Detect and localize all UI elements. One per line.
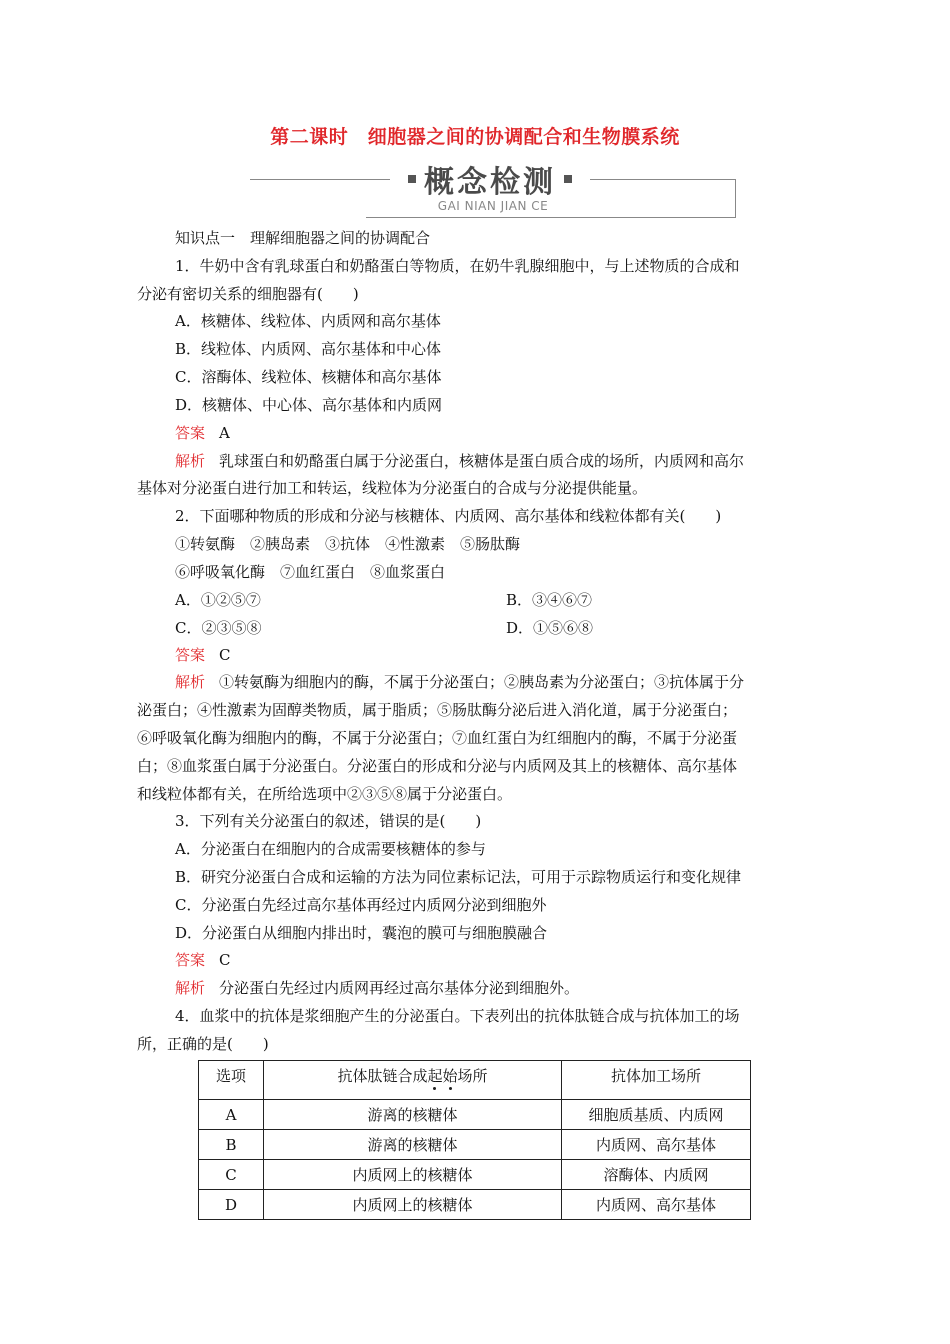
analysis-text: 乳球蛋白和奶酪蛋白属于分泌蛋白，核糖体是蛋白质合成的场所，内质网和高尔 (219, 452, 745, 470)
q4-table (198, 1060, 751, 1220)
table-cell: 游离的核糖体 (264, 1130, 562, 1160)
table-cell: 溶酶体、内质网 (562, 1160, 751, 1190)
answer-value: C (219, 646, 231, 664)
q2-option-c: C．②③⑤⑧ (175, 619, 262, 637)
emphasis-char: 始 (442, 1067, 458, 1085)
table-header-cell (264, 1061, 562, 1100)
table-cell: 细胞质基质、内质网 (562, 1100, 751, 1130)
q2-analysis-line2: 泌蛋白；④性激素为固醇类物质，属于脂质；⑤肠肽酶分泌后进入消化道，属于分泌蛋白； (137, 701, 738, 719)
q1-option-c: C．溶酶体、线粒体、核糖体和高尔基体 (175, 368, 442, 386)
table-row (199, 1160, 751, 1190)
q2-items-line2: ⑥呼吸氧化酶 ⑦血红蛋白 ⑧血浆蛋白 (175, 563, 446, 581)
q1-answer (175, 423, 230, 443)
table-cell: C (199, 1160, 264, 1190)
banner-heading: 概念检测 (424, 165, 556, 200)
q3-stem-line1: 3．下列有关分泌蛋白的叙述，错误的是( ) (175, 812, 482, 830)
emphasis-char: 起 (427, 1067, 443, 1085)
q2-option-b: B．③④⑥⑦ (506, 591, 593, 609)
table-header-row (199, 1061, 751, 1100)
banner-pinyin: GAI NIAN JIAN CE (437, 199, 549, 213)
q2-stem-line1: 2．下面哪种物质的形成和分泌与核糖体、内质网、高尔基体和线粒体都有关( ) (175, 507, 722, 525)
square-bullet-icon (408, 175, 416, 183)
q1-stem-line2: 分泌有密切关系的细胞器有( ) (137, 285, 359, 303)
banner-heading-band (390, 158, 590, 200)
q2-analysis-line3: ⑥呼吸氧化酶为细胞内的酶，不属于分泌蛋白；⑦血红蛋白为红细胞内的酶，不属于分泌蛋 (137, 729, 738, 747)
q1-analysis-line2: 基体对分泌蛋白进行加工和转运，线粒体为分泌蛋白的合成与分泌提供能量。 (137, 479, 648, 497)
analysis-label: 解析 (175, 673, 206, 691)
analysis-label: 解析 (175, 452, 206, 470)
q4-stem-line1: 4．血浆中的抗体是浆细胞产生的分泌蛋白。下表列出的抗体肽链合成与抗体加工的场 (175, 1007, 740, 1025)
table-cell: 游离的核糖体 (264, 1100, 562, 1130)
table-header-cell: 选项 (199, 1061, 264, 1100)
q2-items-line1: ①转氨酶 ②胰岛素 ③抗体 ④性激素 ⑤肠肽酶 (175, 535, 521, 553)
table-header-cell: 抗体加工场所 (562, 1061, 751, 1100)
page-title: 第二课时 细胞器之间的协调配合和生物膜系统 (270, 126, 680, 148)
table-cell: D (199, 1190, 264, 1220)
table-cell: B (199, 1130, 264, 1160)
table-row (199, 1130, 751, 1160)
table-cell: 内质网上的核糖体 (264, 1160, 562, 1190)
q2-analysis-line4: 白；⑧血浆蛋白属于分泌蛋白。分泌蛋白的形成和分泌与内质网及其上的核糖体、高尔基体 (137, 757, 738, 775)
q3-option-c: C．分泌蛋白先经过高尔基体再经过内质网分泌到细胞外 (175, 896, 547, 914)
table-cell: 内质网上的核糖体 (264, 1190, 562, 1220)
q1-analysis-line1 (175, 451, 744, 471)
section-banner (250, 158, 736, 218)
q2-answer (175, 645, 231, 665)
q3-option-a: A．分泌蛋白在细胞内的合成需要核糖体的参与 (175, 840, 486, 858)
analysis-label: 解析 (175, 979, 206, 997)
q3-analysis-line1 (175, 978, 579, 998)
knowledge-point-heading: 知识点一 理解细胞器之间的协调配合 (175, 229, 431, 247)
table-cell: A (199, 1100, 264, 1130)
table-cell: 内质网、高尔基体 (562, 1130, 751, 1160)
answer-value: C (219, 951, 231, 969)
q1-option-d: D．核糖体、中心体、高尔基体和内质网 (175, 396, 443, 414)
banner-rule-bottom (366, 217, 736, 218)
analysis-text: ①转氨酶为细胞内的酶，不属于分泌蛋白；②胰岛素为分泌蛋白；③抗体属于分 (219, 673, 745, 691)
q3-option-d: D．分泌蛋白从细胞内排出时，囊泡的膜可与细胞膜融合 (175, 924, 548, 942)
q3-answer (175, 950, 231, 970)
table-row (199, 1100, 751, 1130)
header-text: 场所 (457, 1067, 488, 1085)
q2-analysis-line5: 和线粒体都有关，在所给选项中②③⑤⑧属于分泌蛋白。 (137, 785, 513, 803)
answer-value: A (219, 424, 230, 442)
q4-stem-line2: 所，正确的是( ) (137, 1035, 269, 1053)
table-cell: 内质网、高尔基体 (562, 1190, 751, 1220)
q3-option-b: B．研究分泌蛋白合成和运输的方法为同位素标记法，可用于示踪物质运行和变化规律 (175, 868, 742, 886)
answer-label: 答案 (175, 646, 206, 664)
square-bullet-icon (564, 175, 572, 183)
q2-analysis-line1 (175, 672, 744, 692)
table-row (199, 1190, 751, 1220)
analysis-text: 分泌蛋白先经过内质网再经过高尔基体分泌到细胞外。 (219, 979, 580, 997)
q1-stem-line1: 1．牛奶中含有乳球蛋白和奶酪蛋白等物质，在奶牛乳腺细胞中，与上述物质的合成和 (175, 257, 740, 275)
q1-option-b: B．线粒体、内质网、高尔基体和中心体 (175, 340, 442, 358)
q2-option-a: A．①②⑤⑦ (175, 591, 261, 609)
answer-label: 答案 (175, 951, 206, 969)
q2-option-d: D．①⑤⑥⑧ (506, 619, 594, 637)
header-text: 抗体肽链合成 (337, 1067, 428, 1085)
q1-option-a: A．核糖体、线粒体、内质网和高尔基体 (175, 312, 441, 330)
answer-label: 答案 (175, 424, 206, 442)
